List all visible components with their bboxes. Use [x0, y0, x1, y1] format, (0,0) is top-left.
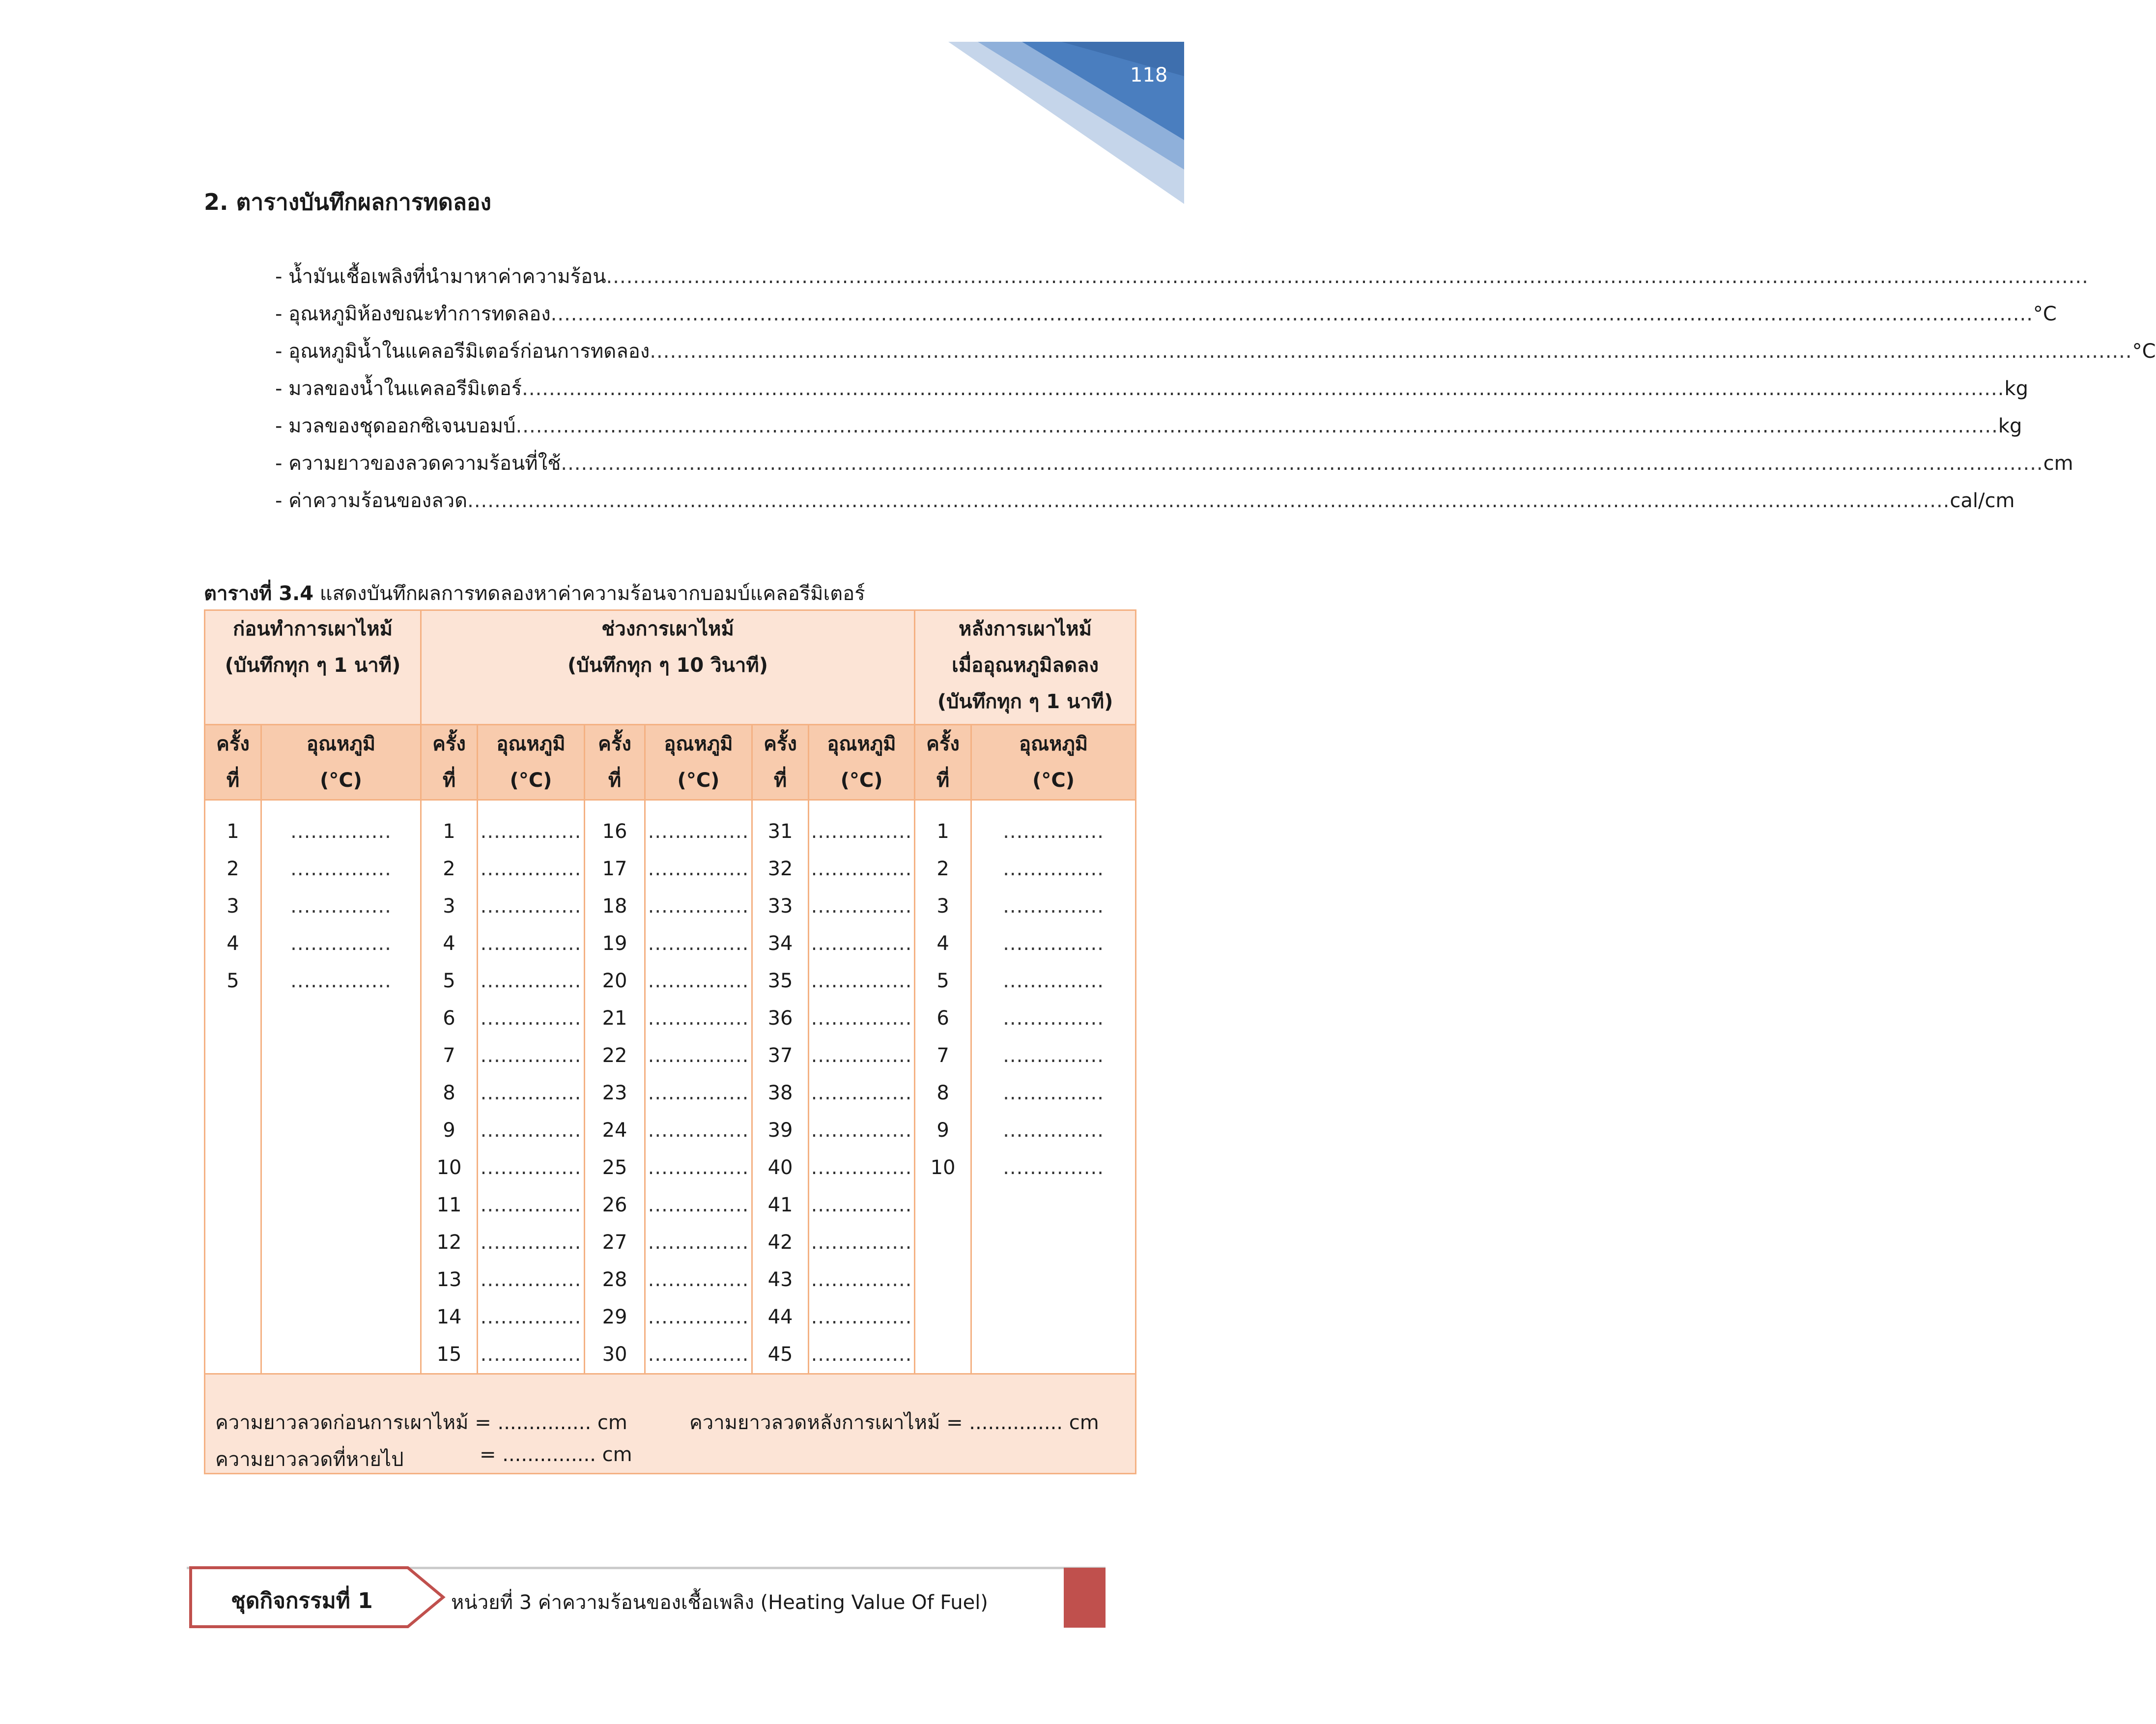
count-cell: 22	[602, 1044, 627, 1067]
field-line	[275, 447, 2073, 485]
count-cell: 6	[443, 1007, 455, 1030]
count-column-during2	[585, 800, 645, 1374]
unit-label: หน่วยที่ 3 ค่าความร้อนของเชื้อเพลิง (Heating Value Of Fuel)	[451, 1591, 988, 1614]
count-cell: 7	[936, 1044, 949, 1067]
count-cell: 4	[227, 932, 239, 955]
count-cell: 2	[936, 858, 949, 880]
temperature-blank-cell[interactable]: ...............	[648, 932, 749, 955]
field-unit: kg	[1998, 415, 2022, 437]
count-cell: 4	[443, 932, 455, 955]
temperature-header: อุณหภูมิ (°C)	[809, 725, 915, 800]
temperature-blank-cell[interactable]: ...............	[1003, 820, 1104, 843]
temperature-blank-cell[interactable]: ...............	[811, 1231, 912, 1254]
temperature-blank-cell[interactable]: ...............	[480, 1119, 582, 1142]
temperature-blank-cell[interactable]: ...............	[811, 1268, 912, 1291]
field-blank[interactable]: ............................................................................................................................................................................................................................	[467, 489, 1950, 512]
temperature-header: อุณหภูมิ (°C)	[261, 725, 421, 800]
count-cell: 41	[767, 1194, 793, 1216]
temperature-column-before	[261, 800, 421, 1374]
temperature-column-during2	[645, 800, 752, 1374]
temperature-blank-cell[interactable]: ...............	[1003, 1007, 1104, 1030]
count-cell: 11	[436, 1194, 462, 1216]
field-label: - ค่าความร้อนของลวด	[275, 489, 468, 512]
temperature-blank-cell[interactable]: ...............	[290, 970, 392, 992]
temperature-blank-cell[interactable]: ...............	[648, 1268, 749, 1291]
field-blank[interactable]: ............................................................................................................................................................................................................................	[606, 265, 2089, 288]
count-cell: 31	[767, 820, 793, 843]
temperature-blank-cell[interactable]: ...............	[480, 970, 582, 992]
count-column-during1	[421, 800, 478, 1374]
count-header: ครั้ง ที่	[752, 725, 809, 800]
count-cell: 23	[602, 1082, 627, 1104]
count-cell: 35	[767, 970, 793, 992]
count-cell: 13	[436, 1268, 462, 1291]
count-cell: 16	[602, 820, 627, 843]
count-header: ครั้ง ที่	[585, 725, 645, 800]
count-cell: 6	[936, 1007, 949, 1030]
count-cell: 9	[936, 1119, 949, 1142]
temperature-blank-cell[interactable]: ...............	[1003, 895, 1104, 918]
temperature-blank-cell[interactable]: ...............	[480, 1156, 582, 1179]
temperature-column-after	[971, 800, 1136, 1374]
temperature-blank-cell[interactable]: ...............	[811, 895, 912, 918]
temperature-blank-cell[interactable]: ...............	[648, 1007, 749, 1030]
group-before-header: ก่อนทำการเผาไหม้ (บันทึกทุก ๆ 1 นาที)	[205, 610, 421, 725]
count-cell: 1	[936, 820, 949, 843]
temperature-blank-cell[interactable]: ...............	[648, 1343, 749, 1366]
count-cell: 19	[602, 932, 627, 955]
experiment-fields	[275, 260, 2156, 522]
temperature-blank-cell[interactable]: ...............	[1003, 858, 1104, 880]
temperature-blank-cell[interactable]: ...............	[648, 1044, 749, 1067]
count-cell: 18	[602, 895, 627, 918]
field-unit: cm	[2043, 452, 2073, 475]
count-cell: 7	[443, 1044, 455, 1067]
temperature-blank-cell[interactable]: ...............	[811, 1044, 912, 1067]
temperature-blank-cell[interactable]: ...............	[648, 1082, 749, 1104]
count-cell: 3	[227, 895, 239, 918]
field-blank[interactable]: ............................................................................................................................................................................................................................	[522, 377, 2005, 400]
temperature-blank-cell[interactable]: ...............	[1003, 1044, 1104, 1067]
field-line	[275, 298, 2057, 335]
temperature-blank-cell[interactable]: ...............	[648, 895, 749, 918]
results-table	[204, 609, 1136, 1474]
temperature-blank-cell[interactable]: ...............	[1003, 1156, 1104, 1179]
count-cell: 45	[767, 1343, 793, 1366]
count-cell: 43	[767, 1268, 793, 1291]
temperature-blank-cell[interactable]: ...............	[290, 895, 392, 918]
field-blank[interactable]: ............................................................................................................................................................................................................................	[515, 415, 1998, 437]
count-cell: 2	[227, 858, 239, 880]
field-label: - อุณหภูมิห้องขณะทำการทดลอง	[275, 303, 551, 325]
temperature-blank-cell[interactable]: ...............	[480, 820, 582, 843]
count-cell: 1	[227, 820, 239, 843]
temperature-blank-cell[interactable]: ...............	[480, 1306, 582, 1328]
count-cell: 3	[936, 895, 949, 918]
count-cell: 21	[602, 1007, 627, 1030]
count-cell: 5	[936, 970, 949, 992]
temperature-blank-cell[interactable]: ...............	[811, 1007, 912, 1030]
temperature-blank-cell[interactable]: ...............	[1003, 970, 1104, 992]
count-cell: 14	[436, 1306, 462, 1328]
caption-text: แสดงบันทึกผลการทดลองหาค่าความร้อนจากบอมบ์แคลอรีมิเตอร์	[313, 582, 865, 605]
temperature-blank-cell[interactable]: ...............	[480, 1007, 582, 1030]
field-line	[275, 410, 2022, 447]
count-cell: 4	[936, 932, 949, 955]
count-cell: 12	[436, 1231, 462, 1254]
temperature-blank-cell[interactable]: ...............	[648, 970, 749, 992]
count-cell: 34	[767, 932, 793, 955]
wire-before-text: ความยาวลวดก่อนการเผาไหม้ = ............... cm	[215, 1411, 627, 1434]
field-blank[interactable]: ............................................................................................................................................................................................................................	[561, 452, 2043, 475]
count-cell: 26	[602, 1194, 627, 1216]
temperature-blank-cell[interactable]: ...............	[480, 1194, 582, 1216]
count-cell: 25	[602, 1156, 627, 1179]
temperature-blank-cell[interactable]: ...............	[1003, 932, 1104, 955]
count-header: ครั้ง ที่	[205, 725, 261, 800]
temperature-blank-cell[interactable]: ...............	[648, 1119, 749, 1142]
count-cell: 30	[602, 1343, 627, 1366]
temperature-blank-cell[interactable]: ...............	[811, 858, 912, 880]
temperature-blank-cell[interactable]: ...............	[1003, 1119, 1104, 1142]
count-cell: 36	[767, 1007, 793, 1030]
count-cell: 37	[767, 1044, 793, 1067]
field-unit: °C	[2033, 303, 2057, 325]
temperature-blank-cell[interactable]: ...............	[290, 932, 392, 955]
temperature-blank-cell[interactable]: ...............	[1003, 1082, 1104, 1104]
field-line	[275, 335, 2156, 373]
field-line	[275, 260, 2089, 298]
temperature-blank-cell[interactable]: ...............	[480, 1044, 582, 1067]
count-cell: 38	[767, 1082, 793, 1104]
count-cell: 3	[443, 895, 455, 918]
field-label: - น้ำมันเชื้อเพลิงที่นำมาหาค่าความร้อน	[275, 265, 606, 288]
temperature-column-during3	[809, 800, 915, 1374]
temperature-blank-cell[interactable]: ...............	[811, 932, 912, 955]
count-cell: 40	[767, 1156, 793, 1179]
wire-lost-value: = ............... cm	[480, 1443, 632, 1466]
count-cell: 44	[767, 1306, 793, 1328]
temperature-blank-cell[interactable]: ...............	[811, 820, 912, 843]
count-cell: 5	[443, 970, 455, 992]
temperature-blank-cell[interactable]: ...............	[811, 1156, 912, 1179]
field-line	[275, 485, 2015, 522]
temperature-blank-cell[interactable]: ...............	[480, 1268, 582, 1291]
count-cell: 15	[436, 1343, 462, 1366]
activity-label: ชุดกิจกรรมที่ 1	[231, 1588, 373, 1613]
count-cell: 28	[602, 1268, 627, 1291]
temperature-blank-cell[interactable]: ...............	[290, 858, 392, 880]
field-unit: cal/cm	[1950, 489, 2015, 512]
count-header: ครั้ง ที่	[421, 725, 478, 800]
temperature-column-during1	[478, 800, 585, 1374]
count-cell: 42	[767, 1231, 793, 1254]
count-cell: 29	[602, 1306, 627, 1328]
temperature-blank-cell[interactable]: ...............	[811, 1343, 912, 1366]
temperature-blank-cell[interactable]: ...............	[480, 895, 582, 918]
temperature-header: อุณหภูมิ (°C)	[971, 725, 1136, 800]
temperature-blank-cell[interactable]: ...............	[811, 1082, 912, 1104]
temperature-blank-cell[interactable]: ...............	[648, 1231, 749, 1254]
count-cell: 2	[443, 858, 455, 880]
count-cell: 1	[443, 820, 455, 843]
count-cell: 20	[602, 970, 627, 992]
temperature-blank-cell[interactable]: ...............	[811, 1306, 912, 1328]
page-number: 118	[1130, 64, 1168, 86]
field-blank[interactable]: ............................................................................................................................................................................................................................	[650, 340, 2132, 363]
wire-lost-label: ความยาวลวดที่หายไป	[215, 1448, 404, 1471]
count-cell: 10	[930, 1156, 956, 1179]
section-heading: 2. ตารางบันทึกผลการทดลอง	[204, 189, 492, 215]
temperature-blank-cell[interactable]: ...............	[648, 1306, 749, 1328]
temperature-blank-cell[interactable]: ...............	[648, 820, 749, 843]
temperature-blank-cell[interactable]: ...............	[480, 1231, 582, 1254]
count-cell: 8	[936, 1082, 949, 1104]
count-cell: 32	[767, 858, 793, 880]
count-column-after	[915, 800, 971, 1374]
field-blank[interactable]: ............................................................................................................................................................................................................................	[550, 303, 2033, 325]
temperature-blank-cell[interactable]: ...............	[648, 1194, 749, 1216]
temperature-blank-cell[interactable]: ...............	[480, 1082, 582, 1104]
count-cell: 17	[602, 858, 627, 880]
field-label: - มวลของชุดออกซิเจนบอมบ์	[275, 415, 516, 437]
field-label: - อุณหภูมิน้ำในแคลอรีมิเตอร์ก่อนการทดลอง	[275, 340, 650, 363]
count-cell: 24	[602, 1119, 627, 1142]
count-column-before	[205, 800, 261, 1374]
field-unit: °C	[2132, 340, 2156, 363]
wire-after-text: ความยาวลวดหลังการเผาไหม้ = ............... cm	[689, 1411, 1099, 1434]
field-unit: kg	[2004, 377, 2028, 400]
temperature-blank-cell[interactable]: ...............	[480, 932, 582, 955]
group-during-header: ช่วงการเผาไหม้ (บันทึกทุก ๆ 10 วินาที)	[421, 610, 915, 725]
temperature-header: อุณหภูมิ (°C)	[645, 725, 752, 800]
field-label: - ความยาวของลวดความร้อนที่ใช้	[275, 452, 561, 475]
count-cell: 33	[767, 895, 793, 918]
group-after-header: หลังการเผาไหม้ เมื่ออุณหภูมิลดลง (บันทึกทุก ๆ 1 นาที)	[915, 610, 1136, 725]
temperature-blank-cell[interactable]: ...............	[811, 1194, 912, 1216]
temperature-blank-cell[interactable]: ...............	[480, 1343, 582, 1366]
field-label: - มวลของน้ำในแคลอรีมิเตอร์	[275, 377, 522, 400]
temperature-blank-cell[interactable]: ...............	[648, 858, 749, 880]
temperature-blank-cell[interactable]: ...............	[480, 858, 582, 880]
temperature-blank-cell[interactable]: ...............	[811, 970, 912, 992]
count-cell: 9	[443, 1119, 455, 1142]
temperature-blank-cell[interactable]: ...............	[290, 820, 392, 843]
count-cell: 8	[443, 1082, 455, 1104]
temperature-blank-cell[interactable]: ...............	[648, 1156, 749, 1179]
wire-length-footer	[205, 1374, 1136, 1474]
count-cell: 10	[436, 1156, 462, 1179]
temperature-header: อุณหภูมิ (°C)	[478, 725, 585, 800]
temperature-blank-cell[interactable]: ...............	[811, 1119, 912, 1142]
count-header: ครั้ง ที่	[915, 725, 971, 800]
caption-prefix: ตารางที่ 3.4	[204, 582, 314, 605]
field-line	[275, 373, 2028, 410]
table-caption	[204, 577, 865, 609]
count-column-during3	[752, 800, 809, 1374]
count-cell: 39	[767, 1119, 793, 1142]
count-cell: 5	[227, 970, 239, 992]
count-cell: 27	[602, 1231, 627, 1254]
